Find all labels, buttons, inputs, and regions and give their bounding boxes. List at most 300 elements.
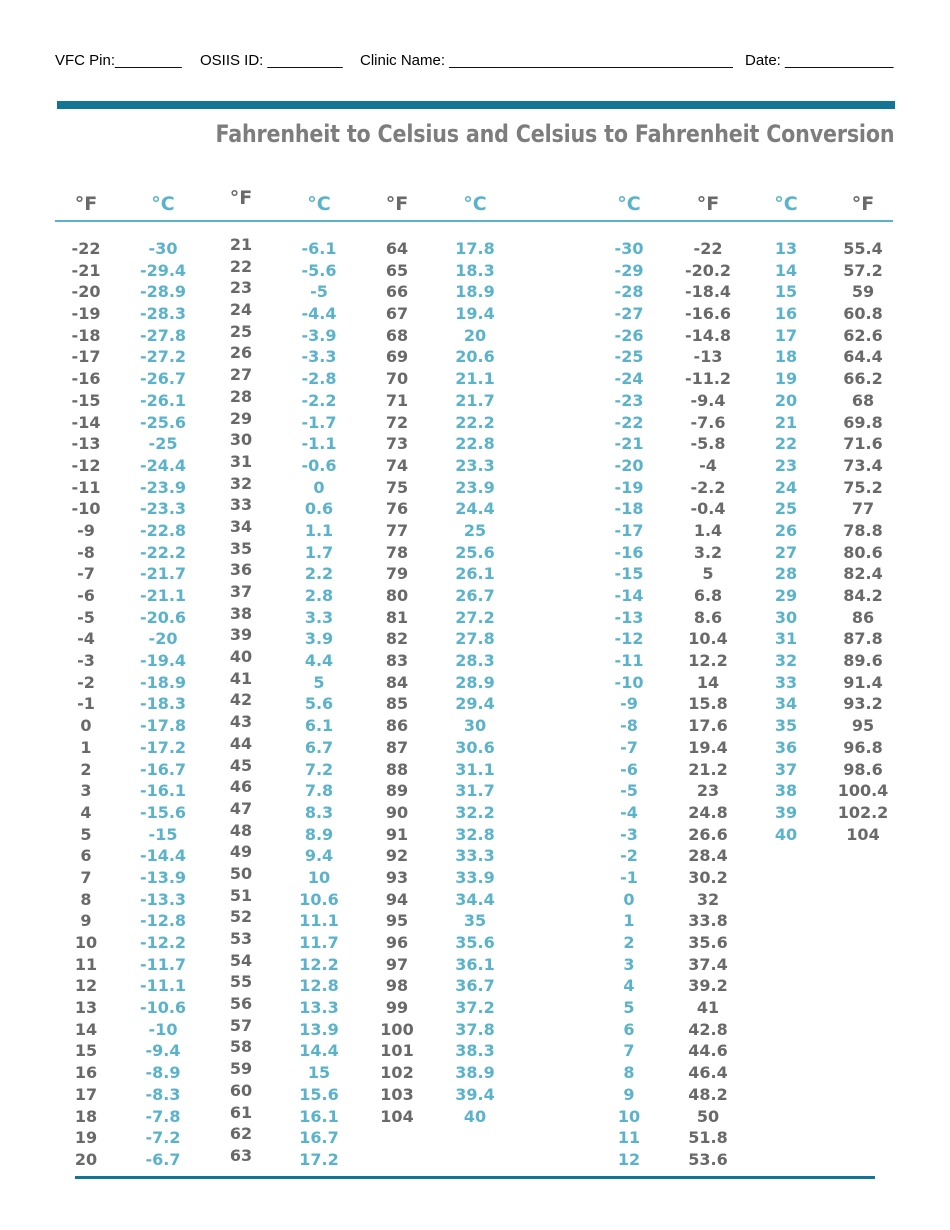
column-10 xyxy=(823,190,903,844)
table-cell: -4 xyxy=(699,455,717,475)
table-cell: 81 xyxy=(385,607,409,627)
table-cell: -22 xyxy=(693,239,723,258)
table-cell: -11 xyxy=(71,477,101,497)
table-cell: -29 xyxy=(614,260,644,280)
table-cell: 16 xyxy=(774,304,798,324)
table-cell: 17 xyxy=(74,1084,98,1104)
column-6 xyxy=(435,190,515,1126)
table-cell: 21.7 xyxy=(455,390,495,410)
column-1 xyxy=(46,190,126,1169)
table-cell: 75.2 xyxy=(843,477,883,497)
table-cell: 60.8 xyxy=(843,304,883,324)
table-cell: 40 xyxy=(463,1106,487,1126)
table-cell: 22 xyxy=(774,434,798,454)
table-cell: 101 xyxy=(380,1041,414,1061)
table-cell: 99 xyxy=(385,998,409,1018)
table-cell: 87.8 xyxy=(843,629,883,649)
table-cell: 11.1 xyxy=(299,911,339,931)
table-cell: 26.6 xyxy=(688,824,728,844)
table-cell: -13 xyxy=(71,434,101,454)
table-cell: 46.4 xyxy=(688,1063,728,1083)
table-cell: 37.8 xyxy=(455,1019,495,1039)
table-cell: 4 xyxy=(623,976,635,996)
table-cell: -20.2 xyxy=(684,260,732,280)
table-cell: -26 xyxy=(614,325,644,345)
table-cell: 62.6 xyxy=(843,325,883,345)
table-cell: 5 xyxy=(80,824,92,844)
table-cell: 104 xyxy=(846,824,880,844)
table-cell: -1 xyxy=(620,867,638,887)
table-cell: 12 xyxy=(74,976,98,996)
table-cell: 79 xyxy=(385,564,409,584)
table-cell: 37.4 xyxy=(688,954,728,974)
header-underline xyxy=(55,220,893,222)
table-cell: 15.6 xyxy=(299,1084,339,1104)
table-cell: 7.8 xyxy=(304,781,334,801)
table-cell: 70 xyxy=(385,369,409,389)
table-cell: -14.8 xyxy=(684,325,732,345)
table-cell: -8.3 xyxy=(145,1084,181,1104)
table-cell: 104 xyxy=(380,1106,414,1126)
table-cell: -15.6 xyxy=(139,802,187,822)
table-cell: -18 xyxy=(71,325,101,345)
table-cell: 64 xyxy=(385,239,409,258)
table-cell: 92 xyxy=(385,846,409,866)
table-cell: 24 xyxy=(774,477,798,497)
table-cell: 71 xyxy=(385,390,409,410)
table-cell: 2.8 xyxy=(304,586,334,605)
table-cell: 3 xyxy=(80,781,92,801)
bottom-accent-bar xyxy=(75,1176,875,1179)
table-cell: -16 xyxy=(614,542,644,562)
table-cell: -7 xyxy=(77,564,95,584)
table-cell: 95 xyxy=(851,716,875,736)
table-cell: 35.6 xyxy=(688,933,728,952)
table-cell: 96.8 xyxy=(843,737,883,757)
table-cell: -15 xyxy=(614,564,644,584)
table-cell: 18.3 xyxy=(455,260,495,280)
table-cell: 17.6 xyxy=(688,716,728,736)
table-cell: -13 xyxy=(693,347,723,367)
table-cell: -2 xyxy=(77,672,95,692)
table-cell: 28.3 xyxy=(455,651,495,671)
table-cell: 32 xyxy=(696,889,720,909)
table-cell: 98 xyxy=(385,976,409,996)
table-cell: 33.8 xyxy=(688,911,728,931)
table-cell: 1 xyxy=(623,911,635,931)
table-cell: 43 xyxy=(229,712,253,732)
table-cell: 10 xyxy=(74,933,98,952)
table-cell: -12 xyxy=(71,455,101,475)
table-cell: -9.4 xyxy=(690,390,726,410)
table-cell: -25 xyxy=(148,434,178,454)
table-cell: 30.2 xyxy=(688,867,728,887)
table-cell: 2 xyxy=(80,759,92,779)
table-cell: -2 xyxy=(620,846,638,866)
table-cell: 77 xyxy=(385,520,409,540)
table-cell: 20 xyxy=(463,325,487,345)
table-cell: 28 xyxy=(774,564,798,584)
table-cell: 36 xyxy=(774,737,798,757)
table-cell: 39 xyxy=(229,625,253,645)
table-cell: -29.4 xyxy=(139,260,187,280)
column-3 xyxy=(201,184,281,1165)
table-cell: 80 xyxy=(385,586,409,605)
table-cell: 58 xyxy=(229,1037,253,1057)
table-cell: -7.2 xyxy=(145,1128,181,1148)
table-cell: 23 xyxy=(774,455,798,475)
table-cell: 14 xyxy=(74,1019,98,1039)
table-cell: 95 xyxy=(385,911,409,931)
table-cell: -14 xyxy=(614,586,644,605)
table-cell: 30.6 xyxy=(455,737,495,757)
table-cell: -27.2 xyxy=(139,347,187,367)
column-header: °F xyxy=(696,193,720,215)
table-cell: 57.2 xyxy=(843,260,883,280)
table-cell: 36.7 xyxy=(455,976,495,996)
table-cell: 90 xyxy=(385,802,409,822)
table-cell: -18.9 xyxy=(139,672,187,692)
table-cell: 30 xyxy=(463,716,487,736)
table-cell: 55.4 xyxy=(843,239,883,258)
table-cell: 9 xyxy=(623,1084,635,1104)
table-cell: -26.7 xyxy=(139,369,187,389)
table-cell: 48 xyxy=(229,820,253,840)
table-cell: 4.4 xyxy=(304,651,334,671)
table-cell: 22.8 xyxy=(455,434,495,454)
table-cell: 20 xyxy=(774,390,798,410)
table-cell: -16.1 xyxy=(139,781,187,801)
table-cell: -10 xyxy=(71,499,101,519)
table-cell: 3.2 xyxy=(693,542,723,562)
table-cell: 31 xyxy=(229,451,253,471)
table-cell: -11.2 xyxy=(684,369,732,389)
table-cell: -4 xyxy=(77,629,95,649)
table-cell: -8 xyxy=(77,542,95,562)
table-cell: 76 xyxy=(385,499,409,519)
table-cell: 26 xyxy=(774,520,798,540)
table-cell: -11.7 xyxy=(139,954,187,974)
table-cell: 38 xyxy=(774,781,798,801)
table-cell: 77 xyxy=(851,499,875,519)
table-cell: 60 xyxy=(229,1080,253,1100)
table-cell: 44 xyxy=(229,733,253,753)
table-cell: -19 xyxy=(71,304,101,324)
table-cell: 93 xyxy=(385,867,409,887)
table-cell: 49 xyxy=(229,842,253,862)
table-cell: 27 xyxy=(229,365,253,385)
table-cell: 13 xyxy=(774,239,798,258)
table-cell: 78 xyxy=(385,542,409,562)
table-cell: 18.9 xyxy=(455,282,495,302)
table-cell: 17.2 xyxy=(299,1149,339,1169)
table-cell: 28.9 xyxy=(455,672,495,692)
table-cell: -12 xyxy=(614,629,644,649)
table-cell: 69 xyxy=(385,347,409,367)
table-cell: 73 xyxy=(385,434,409,454)
table-cell: 74 xyxy=(385,455,409,475)
table-cell: 72 xyxy=(385,412,409,432)
table-cell: 56 xyxy=(229,994,253,1014)
column-header: °C xyxy=(617,193,641,215)
table-cell: 41 xyxy=(696,998,720,1018)
table-cell: 30 xyxy=(229,430,253,450)
table-cell: 5 xyxy=(702,564,714,584)
table-cell: 6.8 xyxy=(693,586,723,605)
osiis-id-field[interactable]: OSIIS ID: _________ xyxy=(200,52,343,69)
table-cell: 30 xyxy=(774,607,798,627)
table-cell: -22.8 xyxy=(139,520,187,540)
table-cell: -21.1 xyxy=(139,586,187,605)
table-cell: 7 xyxy=(80,867,92,887)
table-cell: 1.7 xyxy=(304,542,334,562)
table-cell: 36.1 xyxy=(455,954,495,974)
table-cell: 31.1 xyxy=(455,759,495,779)
table-cell: 39.2 xyxy=(688,976,728,996)
table-cell: 12 xyxy=(617,1149,641,1169)
table-cell: 18 xyxy=(74,1106,98,1126)
table-cell: 29 xyxy=(774,586,798,605)
table-cell: 15 xyxy=(774,282,798,302)
table-cell: 36 xyxy=(229,560,253,580)
table-cell: -19.4 xyxy=(139,651,187,671)
table-cell: -13.3 xyxy=(139,889,187,909)
table-cell: 19 xyxy=(74,1128,98,1148)
table-cell: -25 xyxy=(614,347,644,367)
table-cell: -2.2 xyxy=(301,390,337,410)
table-cell: -25.6 xyxy=(139,412,187,432)
table-cell: 71.6 xyxy=(843,434,883,454)
table-cell: -21 xyxy=(71,260,101,280)
table-cell: 37 xyxy=(774,759,798,779)
table-cell: 2.2 xyxy=(304,564,334,584)
table-cell: -7.6 xyxy=(690,412,726,432)
table-cell: 7 xyxy=(623,1041,635,1061)
table-cell: 23.9 xyxy=(455,477,495,497)
table-cell: 27 xyxy=(774,542,798,562)
table-cell: 67 xyxy=(385,304,409,324)
table-cell: 8.3 xyxy=(304,802,334,822)
table-cell: 37 xyxy=(229,582,253,601)
table-cell: -18.3 xyxy=(139,694,187,714)
table-cell: -16.7 xyxy=(139,759,187,779)
table-cell: -5 xyxy=(620,781,638,801)
table-cell: -27.8 xyxy=(139,325,187,345)
table-cell: 75 xyxy=(385,477,409,497)
table-cell: 61 xyxy=(229,1102,253,1122)
table-cell: 10 xyxy=(307,867,331,887)
table-cell: 68 xyxy=(851,390,875,410)
table-cell: 14 xyxy=(696,672,720,692)
table-cell: -2.8 xyxy=(301,369,337,389)
column-5 xyxy=(357,190,437,1126)
table-cell: 10 xyxy=(617,1106,641,1126)
table-cell: 51.8 xyxy=(688,1128,728,1148)
table-cell: -6 xyxy=(620,759,638,779)
table-cell: 82.4 xyxy=(843,564,883,584)
table-cell: 66.2 xyxy=(843,369,883,389)
table-cell: 29.4 xyxy=(455,694,495,714)
date-field[interactable]: Date: _____________ xyxy=(745,52,894,69)
table-cell: 21.1 xyxy=(455,369,495,389)
vfc-pin-field[interactable]: VFC Pin:________ xyxy=(55,52,182,69)
table-cell: 27.8 xyxy=(455,629,495,649)
table-cell: 89.6 xyxy=(843,651,883,671)
table-cell: 88 xyxy=(385,759,409,779)
table-cell: 9 xyxy=(80,911,92,931)
table-cell: 63 xyxy=(229,1145,253,1165)
table-cell: 35 xyxy=(463,911,487,931)
table-cell: 42 xyxy=(229,690,253,710)
table-cell: -6.1 xyxy=(301,239,337,258)
table-cell: -17 xyxy=(71,347,101,367)
table-cell: 78.8 xyxy=(843,520,883,540)
table-cell: 27.2 xyxy=(455,607,495,627)
table-cell: -15 xyxy=(148,824,178,844)
column-header: °F xyxy=(385,193,409,215)
table-cell: -28.3 xyxy=(139,304,187,324)
table-cell: 103 xyxy=(380,1084,414,1104)
table-cell: 32.2 xyxy=(455,802,495,822)
table-cell: 59 xyxy=(229,1059,253,1079)
table-cell: 24.4 xyxy=(455,499,495,519)
table-cell: 15 xyxy=(74,1041,98,1061)
table-cell: 14 xyxy=(774,260,798,280)
table-cell: -1 xyxy=(77,694,95,714)
table-cell: 0.6 xyxy=(304,499,334,519)
table-cell: 6.7 xyxy=(304,737,334,757)
table-cell: 33.3 xyxy=(455,846,495,866)
table-cell: 1.1 xyxy=(304,520,334,540)
table-cell: 21.2 xyxy=(688,759,728,779)
table-cell: 35 xyxy=(774,716,798,736)
table-cell: -7 xyxy=(620,737,638,757)
table-cell: 21 xyxy=(774,412,798,432)
table-cell: -3.3 xyxy=(301,347,337,367)
column-4 xyxy=(279,190,359,1169)
table-cell: 6 xyxy=(623,1019,635,1039)
table-cell: 4 xyxy=(80,802,92,822)
table-cell: 31.7 xyxy=(455,781,495,801)
table-cell: 33 xyxy=(229,495,253,515)
table-cell: 15 xyxy=(307,1063,331,1083)
column-header: °C xyxy=(307,193,331,215)
column-header: °C xyxy=(151,193,175,215)
table-cell: -22 xyxy=(71,239,101,258)
table-cell: 69.8 xyxy=(843,412,883,432)
table-cell: 97 xyxy=(385,954,409,974)
table-cell: 12.8 xyxy=(299,976,339,996)
table-cell: 5.6 xyxy=(304,694,334,714)
clinic-name-field[interactable]: Clinic Name: __________________________________ xyxy=(360,52,733,69)
table-cell: -8.9 xyxy=(145,1063,181,1083)
table-cell: 44.6 xyxy=(688,1041,728,1061)
table-cell: 22 xyxy=(229,256,253,276)
table-cell: 25 xyxy=(229,321,253,341)
table-cell: 16.7 xyxy=(299,1128,339,1148)
table-cell: 33.9 xyxy=(455,867,495,887)
table-cell: 91.4 xyxy=(843,672,883,692)
column-9 xyxy=(746,190,826,844)
table-cell: 0 xyxy=(313,477,325,497)
table-cell: 23 xyxy=(229,278,253,298)
table-cell: -9 xyxy=(620,694,638,714)
table-cell: 89 xyxy=(385,781,409,801)
table-cell: 34 xyxy=(229,516,253,536)
table-cell: -6.7 xyxy=(145,1149,181,1169)
table-cell: 41 xyxy=(229,668,253,688)
table-cell: 32 xyxy=(774,651,798,671)
table-cell: 34.4 xyxy=(455,889,495,909)
table-cell: 16.1 xyxy=(299,1106,339,1126)
table-cell: 86 xyxy=(851,607,875,627)
table-cell: 10.6 xyxy=(299,889,339,909)
table-cell: 40 xyxy=(229,647,253,667)
table-cell: 26 xyxy=(229,343,253,363)
table-cell: -4 xyxy=(620,802,638,822)
table-cell: 32.8 xyxy=(455,824,495,844)
table-cell: -12.8 xyxy=(139,911,187,931)
table-cell: -30 xyxy=(148,239,178,258)
table-cell: 5 xyxy=(623,998,635,1018)
top-accent-bar xyxy=(57,101,895,109)
table-cell: -9 xyxy=(77,520,95,540)
table-cell: 12.2 xyxy=(688,651,728,671)
table-cell: 38.9 xyxy=(455,1063,495,1083)
table-cell: -10 xyxy=(614,672,644,692)
table-cell: 28.4 xyxy=(688,846,728,866)
table-cell: -13.9 xyxy=(139,867,187,887)
table-cell: 29 xyxy=(229,408,253,428)
table-cell: 57 xyxy=(229,1015,253,1035)
table-cell: -16 xyxy=(71,369,101,389)
table-cell: 38.3 xyxy=(455,1041,495,1061)
table-cell: 40 xyxy=(774,824,798,844)
table-cell: 32 xyxy=(229,473,253,493)
column-header: °F xyxy=(74,193,98,215)
page-title: Fahrenheit to Celsius and Celsius to Fahrenheit Conversion xyxy=(215,120,894,148)
table-cell: 1.4 xyxy=(693,520,723,540)
table-cell: -1.1 xyxy=(301,434,337,454)
table-cell: -10 xyxy=(148,1019,178,1039)
table-cell: 31 xyxy=(774,629,798,649)
table-cell: 19.4 xyxy=(455,304,495,324)
table-cell: -23.9 xyxy=(139,477,187,497)
table-cell: 7.2 xyxy=(304,759,334,779)
table-cell: 96 xyxy=(385,933,409,952)
table-cell: 17.8 xyxy=(455,239,495,258)
table-cell: -15 xyxy=(71,390,101,410)
table-cell: -14 xyxy=(71,412,101,432)
table-cell: -4.4 xyxy=(301,304,337,324)
table-cell: 53 xyxy=(229,929,253,948)
table-cell: 68 xyxy=(385,325,409,345)
table-cell: -18 xyxy=(614,499,644,519)
table-cell: -5.6 xyxy=(301,260,337,280)
table-cell: -2.2 xyxy=(690,477,726,497)
table-cell: 54 xyxy=(229,950,253,970)
table-cell: 19.4 xyxy=(688,737,728,757)
table-cell: 13.3 xyxy=(299,998,339,1018)
table-cell: 11 xyxy=(617,1128,641,1148)
table-cell: 66 xyxy=(385,282,409,302)
table-cell: 80.6 xyxy=(843,542,883,562)
table-cell: 25 xyxy=(774,499,798,519)
table-cell: 9.4 xyxy=(304,846,334,866)
table-cell: 35 xyxy=(229,538,253,558)
table-cell: 83 xyxy=(385,651,409,671)
table-cell: 22.2 xyxy=(455,412,495,432)
